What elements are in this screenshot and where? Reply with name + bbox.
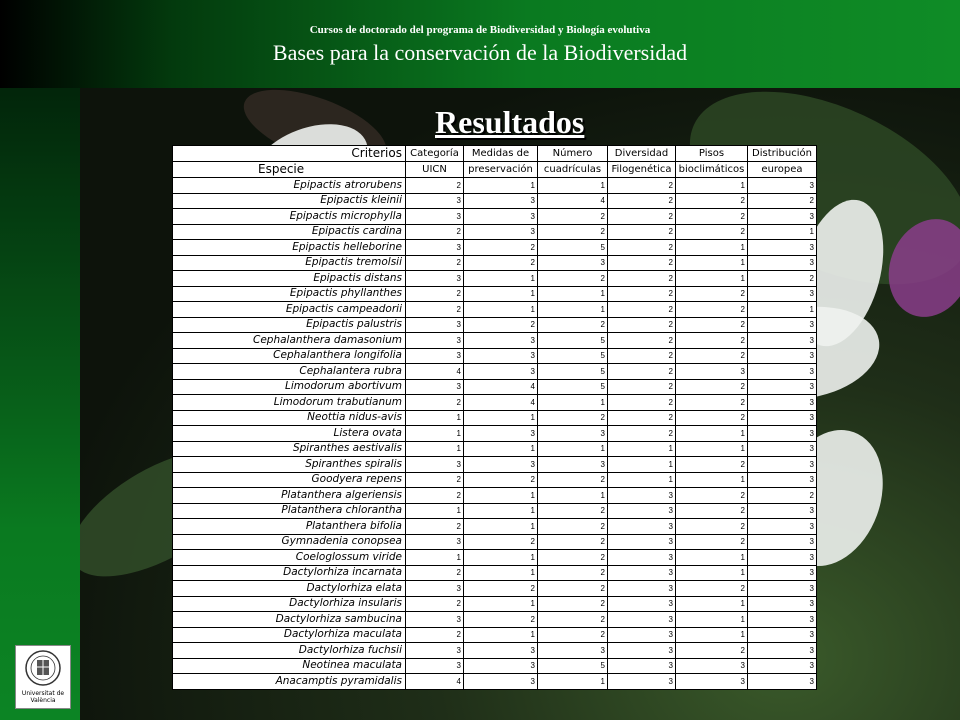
score-cell: 2 bbox=[748, 488, 817, 504]
score-cell: 2 bbox=[608, 302, 676, 318]
score-cell: 2 bbox=[406, 565, 464, 581]
species-name: Platanthera chlorantha bbox=[173, 503, 406, 519]
header-row-1 bbox=[173, 146, 817, 162]
course-title: Bases para la conservación de la Biodiversidad bbox=[272, 40, 688, 65]
species-name: Epipactis distans bbox=[173, 271, 406, 287]
score-cell: 5 bbox=[538, 364, 608, 380]
score-cell: 3 bbox=[406, 658, 464, 674]
table-row bbox=[173, 333, 817, 349]
score-cell: 2 bbox=[406, 488, 464, 504]
table-row bbox=[173, 271, 817, 287]
table-row bbox=[173, 240, 817, 256]
score-cell: 3 bbox=[464, 658, 538, 674]
score-cell: 2 bbox=[538, 565, 608, 581]
table-row bbox=[173, 581, 817, 597]
header-bar bbox=[0, 0, 960, 88]
score-cell: 2 bbox=[406, 286, 464, 302]
score-cell: 3 bbox=[608, 519, 676, 535]
score-cell: 1 bbox=[676, 271, 748, 287]
col-header: cuadrículas bbox=[538, 162, 608, 178]
score-cell: 3 bbox=[538, 426, 608, 442]
score-cell: 3 bbox=[748, 612, 817, 628]
score-cell: 3 bbox=[748, 472, 817, 488]
score-cell: 1 bbox=[464, 519, 538, 535]
score-cell: 2 bbox=[406, 178, 464, 194]
score-cell: 4 bbox=[464, 379, 538, 395]
species-name: Coeloglossum viride bbox=[173, 550, 406, 566]
score-cell: 2 bbox=[608, 209, 676, 225]
species-name: Goodyera repens bbox=[173, 472, 406, 488]
score-cell: 3 bbox=[608, 674, 676, 690]
species-name: Epipactis helleborine bbox=[173, 240, 406, 256]
table-row bbox=[173, 550, 817, 566]
score-cell: 1 bbox=[676, 441, 748, 457]
table-row bbox=[173, 209, 817, 225]
species-name: Neotinea maculata bbox=[173, 658, 406, 674]
score-cell: 2 bbox=[676, 193, 748, 209]
score-cell: 3 bbox=[464, 224, 538, 240]
score-cell: 5 bbox=[538, 333, 608, 349]
score-cell: 1 bbox=[406, 441, 464, 457]
table-row bbox=[173, 565, 817, 581]
score-cell: 2 bbox=[538, 612, 608, 628]
score-cell: 2 bbox=[406, 519, 464, 535]
score-cell: 2 bbox=[538, 596, 608, 612]
score-cell: 1 bbox=[464, 410, 538, 426]
species-name: Platanthera bifolia bbox=[173, 519, 406, 535]
table-row bbox=[173, 395, 817, 411]
score-cell: 2 bbox=[406, 596, 464, 612]
score-cell: 2 bbox=[608, 224, 676, 240]
species-name: Epipactis campeadorii bbox=[173, 302, 406, 318]
score-cell: 3 bbox=[406, 643, 464, 659]
table-row bbox=[173, 302, 817, 318]
score-cell: 2 bbox=[608, 426, 676, 442]
species-name: Spiranthes aestivalis bbox=[173, 441, 406, 457]
left-sidebar bbox=[0, 88, 80, 720]
score-cell: 5 bbox=[538, 348, 608, 364]
score-cell: 1 bbox=[676, 472, 748, 488]
score-cell: 1 bbox=[538, 302, 608, 318]
score-cell: 3 bbox=[608, 596, 676, 612]
table-row bbox=[173, 379, 817, 395]
score-cell: 3 bbox=[748, 255, 817, 271]
score-cell: 3 bbox=[748, 395, 817, 411]
species-name: Dactylorhiza fuchsii bbox=[173, 643, 406, 659]
score-cell: 2 bbox=[608, 178, 676, 194]
score-cell: 3 bbox=[464, 333, 538, 349]
score-cell: 5 bbox=[538, 379, 608, 395]
score-cell: 2 bbox=[676, 581, 748, 597]
score-cell: 2 bbox=[608, 317, 676, 333]
score-cell: 3 bbox=[748, 627, 817, 643]
score-cell: 1 bbox=[676, 565, 748, 581]
score-cell: 3 bbox=[748, 581, 817, 597]
score-cell: 1 bbox=[538, 395, 608, 411]
score-cell: 3 bbox=[406, 581, 464, 597]
score-cell: 2 bbox=[464, 317, 538, 333]
species-name: Dactylorhiza elata bbox=[173, 581, 406, 597]
score-cell: 3 bbox=[748, 240, 817, 256]
score-cell: 3 bbox=[748, 457, 817, 473]
score-cell: 1 bbox=[464, 565, 538, 581]
score-cell: 3 bbox=[748, 643, 817, 659]
score-cell: 3 bbox=[464, 457, 538, 473]
score-cell: 2 bbox=[406, 472, 464, 488]
species-name: Epipactis tremolsii bbox=[173, 255, 406, 271]
score-cell: 2 bbox=[406, 255, 464, 271]
university-name: Universitat de València bbox=[21, 690, 65, 704]
species-name: Epipactis microphylla bbox=[173, 209, 406, 225]
score-cell: 3 bbox=[676, 364, 748, 380]
score-cell: 1 bbox=[406, 410, 464, 426]
score-cell: 2 bbox=[676, 410, 748, 426]
score-cell: 3 bbox=[608, 534, 676, 550]
score-cell: 1 bbox=[608, 441, 676, 457]
score-cell: 1 bbox=[538, 488, 608, 504]
table-row bbox=[173, 488, 817, 504]
species-name: Neottia nidus-avis bbox=[173, 410, 406, 426]
score-cell: 3 bbox=[406, 209, 464, 225]
score-cell: 4 bbox=[538, 193, 608, 209]
score-cell: 2 bbox=[406, 302, 464, 318]
score-cell: 2 bbox=[608, 333, 676, 349]
score-cell: 2 bbox=[608, 410, 676, 426]
score-cell: 3 bbox=[538, 643, 608, 659]
col-header: europea bbox=[748, 162, 817, 178]
table-row bbox=[173, 426, 817, 442]
score-cell: 2 bbox=[608, 240, 676, 256]
score-cell: 3 bbox=[748, 209, 817, 225]
table-body bbox=[173, 178, 817, 690]
table-row bbox=[173, 364, 817, 380]
score-cell: 2 bbox=[676, 209, 748, 225]
score-cell: 2 bbox=[608, 255, 676, 271]
score-cell: 1 bbox=[676, 550, 748, 566]
score-cell: 1 bbox=[748, 302, 817, 318]
score-cell: 1 bbox=[748, 224, 817, 240]
score-cell: 3 bbox=[464, 643, 538, 659]
score-cell: 2 bbox=[676, 379, 748, 395]
score-cell: 2 bbox=[676, 534, 748, 550]
score-cell: 3 bbox=[748, 441, 817, 457]
score-cell: 3 bbox=[748, 565, 817, 581]
table-row bbox=[173, 457, 817, 473]
score-cell: 3 bbox=[406, 193, 464, 209]
score-cell: 3 bbox=[608, 565, 676, 581]
score-cell: 3 bbox=[748, 178, 817, 194]
score-cell: 1 bbox=[676, 612, 748, 628]
score-cell: 2 bbox=[676, 643, 748, 659]
score-cell: 2 bbox=[608, 348, 676, 364]
table-row bbox=[173, 596, 817, 612]
col-header: Filogenética bbox=[608, 162, 676, 178]
table-row bbox=[173, 643, 817, 659]
score-cell: 2 bbox=[608, 271, 676, 287]
col-header: Distribución bbox=[748, 146, 817, 162]
score-cell: 4 bbox=[406, 674, 464, 690]
score-cell: 2 bbox=[608, 364, 676, 380]
score-cell: 3 bbox=[406, 240, 464, 256]
table-row bbox=[173, 503, 817, 519]
species-name: Cephalantera rubra bbox=[173, 364, 406, 380]
score-cell: 3 bbox=[464, 348, 538, 364]
score-cell: 1 bbox=[538, 178, 608, 194]
score-cell: 1 bbox=[464, 286, 538, 302]
score-cell: 3 bbox=[538, 457, 608, 473]
score-cell: 1 bbox=[676, 178, 748, 194]
score-cell: 1 bbox=[608, 472, 676, 488]
score-cell: 3 bbox=[608, 643, 676, 659]
score-cell: 2 bbox=[538, 224, 608, 240]
score-cell: 1 bbox=[538, 674, 608, 690]
course-subtitle: Cursos de doctorado del programa de Biodiversidad y Biología evolutiva bbox=[309, 24, 651, 36]
score-cell: 4 bbox=[406, 364, 464, 380]
score-cell: 2 bbox=[676, 519, 748, 535]
score-cell: 5 bbox=[538, 658, 608, 674]
score-cell: 3 bbox=[748, 333, 817, 349]
score-cell: 3 bbox=[608, 550, 676, 566]
species-name: Dactylorhiza maculata bbox=[173, 627, 406, 643]
score-cell: 3 bbox=[464, 426, 538, 442]
species-name: Anacamptis pyramidalis bbox=[173, 674, 406, 690]
score-cell: 2 bbox=[676, 224, 748, 240]
score-cell: 2 bbox=[676, 395, 748, 411]
score-cell: 3 bbox=[748, 503, 817, 519]
score-cell: 2 bbox=[748, 271, 817, 287]
score-cell: 3 bbox=[608, 488, 676, 504]
score-cell: 2 bbox=[464, 581, 538, 597]
score-cell: 3 bbox=[748, 534, 817, 550]
species-name: Dactylorhiza incarnata bbox=[173, 565, 406, 581]
score-cell: 2 bbox=[464, 472, 538, 488]
score-cell: 3 bbox=[406, 534, 464, 550]
col-header: Pisos bbox=[676, 146, 748, 162]
score-cell: 2 bbox=[464, 240, 538, 256]
score-cell: 2 bbox=[676, 457, 748, 473]
table-row bbox=[173, 472, 817, 488]
score-cell: 3 bbox=[608, 658, 676, 674]
score-cell: 2 bbox=[676, 317, 748, 333]
species-name: Dactylorhiza sambucina bbox=[173, 612, 406, 628]
score-cell: 3 bbox=[406, 271, 464, 287]
col-header: Diversidad bbox=[608, 146, 676, 162]
score-cell: 2 bbox=[538, 503, 608, 519]
species-name: Spiranthes spiralis bbox=[173, 457, 406, 473]
col-header: preservación bbox=[464, 162, 538, 178]
results-table bbox=[172, 145, 817, 690]
species-name: Platanthera algeriensis bbox=[173, 488, 406, 504]
score-cell: 3 bbox=[406, 612, 464, 628]
score-cell: 1 bbox=[464, 441, 538, 457]
species-name: Gymnadenia conopsea bbox=[173, 534, 406, 550]
table-row bbox=[173, 441, 817, 457]
score-cell: 3 bbox=[748, 410, 817, 426]
species-name: Epipactis kleinii bbox=[173, 193, 406, 209]
species-name: Cephalanthera damasonium bbox=[173, 333, 406, 349]
score-cell: 2 bbox=[538, 317, 608, 333]
score-cell: 4 bbox=[464, 395, 538, 411]
score-cell: 3 bbox=[748, 674, 817, 690]
score-cell: 2 bbox=[538, 410, 608, 426]
col-header: UICN bbox=[406, 162, 464, 178]
table-row bbox=[173, 674, 817, 690]
table-row bbox=[173, 178, 817, 194]
score-cell: 2 bbox=[538, 534, 608, 550]
page-title: Resultados bbox=[435, 104, 585, 140]
score-cell: 1 bbox=[464, 488, 538, 504]
score-cell: 3 bbox=[748, 596, 817, 612]
score-cell: 2 bbox=[608, 193, 676, 209]
score-cell: 3 bbox=[748, 658, 817, 674]
table-row bbox=[173, 348, 817, 364]
score-cell: 2 bbox=[406, 627, 464, 643]
score-cell: 1 bbox=[464, 627, 538, 643]
table-row bbox=[173, 286, 817, 302]
score-cell: 2 bbox=[406, 224, 464, 240]
score-cell: 1 bbox=[676, 596, 748, 612]
score-cell: 3 bbox=[676, 658, 748, 674]
score-cell: 3 bbox=[748, 286, 817, 302]
col-header: Medidas de bbox=[464, 146, 538, 162]
score-cell: 2 bbox=[676, 302, 748, 318]
score-cell: 3 bbox=[464, 193, 538, 209]
score-cell: 1 bbox=[406, 503, 464, 519]
score-cell: 3 bbox=[748, 426, 817, 442]
species-name: Cephalanthera longifolia bbox=[173, 348, 406, 364]
score-cell: 2 bbox=[676, 286, 748, 302]
table-row bbox=[173, 317, 817, 333]
score-cell: 2 bbox=[748, 193, 817, 209]
score-cell: 3 bbox=[464, 674, 538, 690]
score-cell: 2 bbox=[608, 379, 676, 395]
score-cell: 2 bbox=[608, 395, 676, 411]
score-cell: 2 bbox=[538, 581, 608, 597]
score-cell: 1 bbox=[676, 426, 748, 442]
header-row-2 bbox=[173, 162, 817, 178]
species-name: Epipactis phyllanthes bbox=[173, 286, 406, 302]
score-cell: 2 bbox=[538, 519, 608, 535]
score-cell: 2 bbox=[538, 550, 608, 566]
score-cell: 2 bbox=[464, 534, 538, 550]
score-cell: 3 bbox=[406, 333, 464, 349]
score-cell: 2 bbox=[608, 286, 676, 302]
score-cell: 3 bbox=[748, 519, 817, 535]
score-cell: 3 bbox=[608, 581, 676, 597]
score-cell: 1 bbox=[464, 271, 538, 287]
col-header: bioclimáticos bbox=[676, 162, 748, 178]
score-cell: 3 bbox=[464, 209, 538, 225]
score-cell: 2 bbox=[464, 255, 538, 271]
score-cell: 3 bbox=[406, 379, 464, 395]
score-cell: 3 bbox=[608, 612, 676, 628]
score-cell: 3 bbox=[608, 503, 676, 519]
score-cell: 2 bbox=[538, 627, 608, 643]
university-logo bbox=[15, 645, 71, 709]
score-cell: 2 bbox=[676, 348, 748, 364]
table-row bbox=[173, 658, 817, 674]
score-cell: 2 bbox=[538, 472, 608, 488]
species-name: Listera ovata bbox=[173, 426, 406, 442]
score-cell: 2 bbox=[538, 271, 608, 287]
score-cell: 1 bbox=[464, 302, 538, 318]
col-header: Número bbox=[538, 146, 608, 162]
score-cell: 1 bbox=[676, 240, 748, 256]
table-row bbox=[173, 519, 817, 535]
corner-criterios: Criterios bbox=[173, 146, 406, 162]
score-cell: 3 bbox=[748, 364, 817, 380]
score-cell: 1 bbox=[464, 550, 538, 566]
species-name: Epipactis cardina bbox=[173, 224, 406, 240]
score-cell: 1 bbox=[406, 426, 464, 442]
col-header: Categoría bbox=[406, 146, 464, 162]
table-row bbox=[173, 224, 817, 240]
score-cell: 1 bbox=[464, 178, 538, 194]
score-cell: 3 bbox=[748, 348, 817, 364]
score-cell: 1 bbox=[538, 286, 608, 302]
score-cell: 3 bbox=[406, 348, 464, 364]
score-cell: 2 bbox=[676, 503, 748, 519]
score-cell: 3 bbox=[464, 364, 538, 380]
species-name: Epipactis atrorubens bbox=[173, 178, 406, 194]
species-name: Dactylorhiza insularis bbox=[173, 596, 406, 612]
score-cell: 3 bbox=[676, 674, 748, 690]
score-cell: 1 bbox=[608, 457, 676, 473]
species-name: Limodorum trabutianum bbox=[173, 395, 406, 411]
score-cell: 3 bbox=[748, 317, 817, 333]
score-cell: 2 bbox=[676, 333, 748, 349]
score-cell: 1 bbox=[676, 627, 748, 643]
score-cell: 3 bbox=[406, 317, 464, 333]
species-name: Epipactis palustris bbox=[173, 317, 406, 333]
corner-especie: Especie bbox=[173, 162, 406, 178]
score-cell: 1 bbox=[538, 441, 608, 457]
table-row bbox=[173, 410, 817, 426]
score-cell: 3 bbox=[748, 550, 817, 566]
score-cell: 2 bbox=[406, 395, 464, 411]
score-cell: 2 bbox=[676, 488, 748, 504]
table-row bbox=[173, 255, 817, 271]
score-cell: 3 bbox=[406, 457, 464, 473]
table-row bbox=[173, 193, 817, 209]
score-cell: 2 bbox=[464, 612, 538, 628]
score-cell: 1 bbox=[406, 550, 464, 566]
score-cell: 1 bbox=[464, 503, 538, 519]
score-cell: 5 bbox=[538, 240, 608, 256]
score-cell: 1 bbox=[676, 255, 748, 271]
score-cell: 3 bbox=[748, 379, 817, 395]
score-cell: 3 bbox=[608, 627, 676, 643]
score-cell: 1 bbox=[464, 596, 538, 612]
table-row bbox=[173, 534, 817, 550]
species-name: Limodorum abortivum bbox=[173, 379, 406, 395]
score-cell: 2 bbox=[538, 209, 608, 225]
table-row bbox=[173, 612, 817, 628]
table-row bbox=[173, 627, 817, 643]
score-cell: 3 bbox=[538, 255, 608, 271]
